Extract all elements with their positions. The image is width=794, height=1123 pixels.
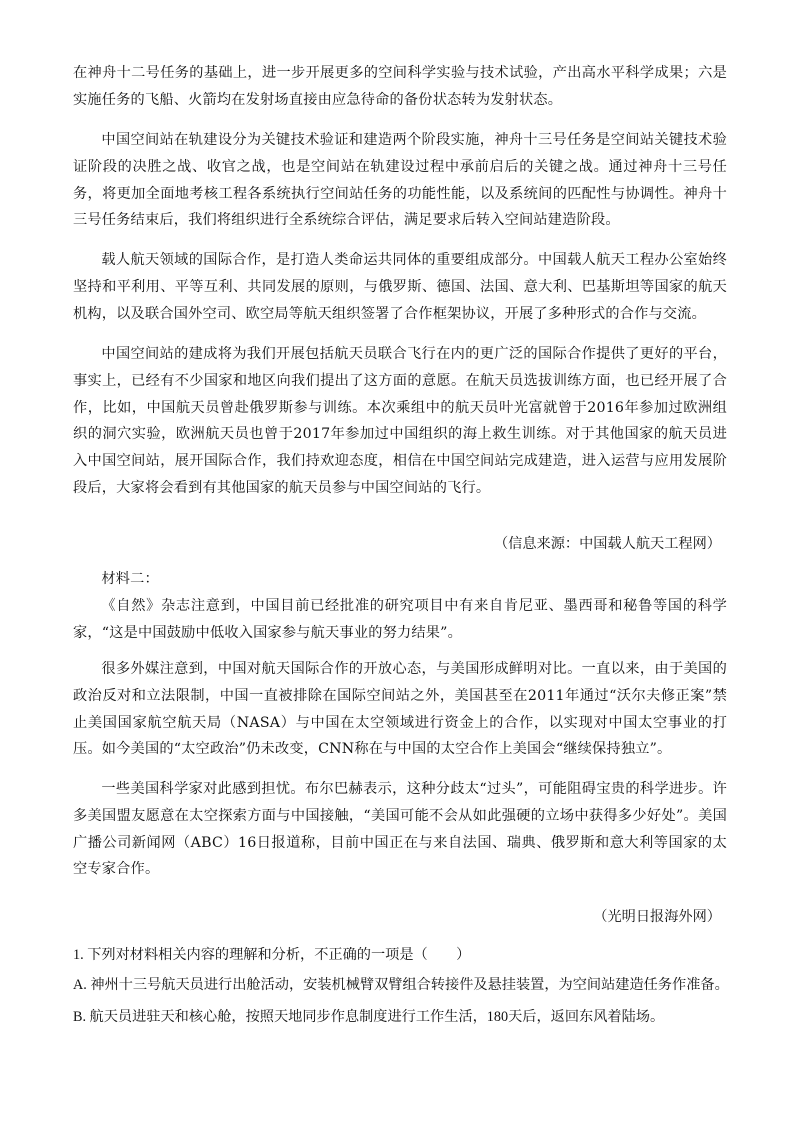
- source-citation-2: （光明日报海外网）: [593, 909, 721, 925]
- question-option-a: A. 神州十三号航天员进行出舱活动，安装机械臂双臂组合转接件及悬挂装置，为空间站建造任务作准备。: [73, 977, 729, 993]
- paragraph-nature-journal: 《自然》杂志注意到，中国目前已经批准的研究项目中有来自肯尼亚、墨西哥和秘鲁等国的科学家，“这是中国鼓励中低收入国家参与航天事业的努力结果”。: [73, 598, 727, 641]
- paragraph-foreign-media: 很多外媒注意到，中国对航天国际合作的开放心态，与美国形成鲜明对比。一直以来，由于美国的政治反对和立法限制，中国一直被排除在国际空间站之外，美国甚至在2011年通过“沃尔夫修正案”禁止美国国家航空航天局（NASA）与中国在太空领域进行资金上的合作，以实现对中国太空事业的打压。如今美国的“太空政治”仍未改变，CNN称在与中国的太空合作上美国会“继续保持独立”。: [73, 661, 727, 758]
- paragraph-us-scientists: 一些美国科学家对此感到担忧。布尔巴赫表示，这种分歧太“过头”，可能阻碍宝贵的科学进步。许多美国盟友愿意在太空探索方面与中国接触，“美国可能不会从如此强硬的立场中获得多少好处”。美国广播公司新闻网（ABC）16日报道称，目前中国正在与来自法国、瑞典、俄罗斯和意大利等国家的太空专家合作。: [73, 781, 727, 878]
- paragraph-international-cooperation: 载人航天领域的国际合作，是打造人类命运共同体的重要组成部分。中国载人航天工程办公室始终坚持和平利用、平等互利、共同发展的原则，与俄罗斯、德国、法国、意大利、巴基斯坦等国家的航天机构，以及联合国外空司、欧空局等航天组织签署了合作框架协议，开展了多种形式的合作与交流。: [73, 252, 727, 322]
- paragraph-continuation: 在神舟十二号任务的基础上，进一步开展更多的空间科学实验与技术试验，产出高水平科学成果；六是实施任务的飞船、火箭均在发射场直接由应急待命的备份状态转为发射状态。: [73, 65, 727, 108]
- question-option-b: B. 航天员进驻天和核心舱，按照天地同步作息制度进行工作生活，180天后，返回东风着陆场。: [73, 1009, 665, 1025]
- material-two-label: 材料二：: [101, 571, 159, 587]
- source-citation-1: （信息来源：中国载人航天工程网）: [493, 536, 721, 552]
- paragraph-construction-phases: 中国空间站在轨建设分为关键技术验证和建造两个阶段实施，神舟十三号任务是空间站关键技术验证阶段的决胜之战、收官之战，也是空间站在轨建设过程中承前启后的关键之战。通过神舟十三号任务，将更加全面地考核工程各系统执行空间站任务的功能性能，以及系统间的匹配性与协调性。神舟十三号任务结束后，我们将组织进行全系统综合评估，满足要求后转入空间站建造阶段。: [73, 132, 727, 229]
- question-stem: 1. 下列对材料相关内容的理解和分析，不正确的一项是（ ）: [73, 947, 471, 963]
- paragraph-station-platform: 中国空间站的建成将为我们开展包括航天员联合飞行在内的更广泛的国际合作提供了更好的平台，事实上，已经有不少国家和地区向我们提出了这方面的意愿。在航天员选拔训练方面，也已经开展了合作，比如，中国航天员曾赴俄罗斯参与训练。本次乘组中的航天员叶光富就曾于2016年参加过欧洲组织的洞穴实验，欧洲航天员也曾于2017年参加过中国组织的海上救生训练。对于其他国家的航天员进入中国空间站，展开国际合作，我们持欢迎态度，相信在中国空间站完成建造，进入运营与应用发展阶段后，大家将会看到有其他国家的航天员参与中国空间站的飞行。: [73, 346, 727, 496]
